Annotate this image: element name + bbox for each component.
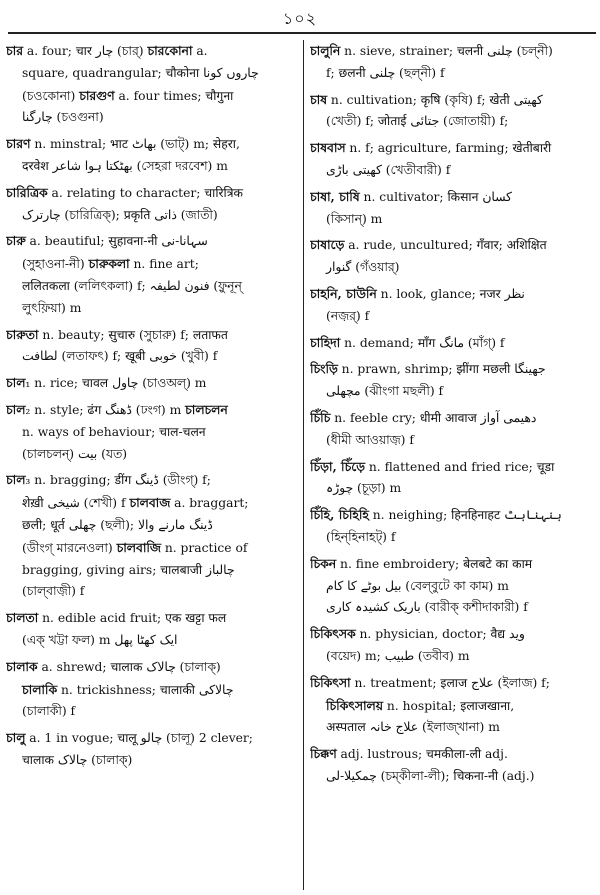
dictionary-entry	[310, 89, 596, 134]
definition-text: (চাল্‌বাজ়ী) f	[22, 584, 85, 599]
entry-line	[6, 372, 298, 395]
definition-text: ₂ n. style; ढंग ڈھنگ (ঢংগ) m	[25, 402, 186, 417]
definition-text: n. neighing; हिनहिनाहट ہنہناہٹ	[368, 508, 562, 523]
entry-line	[310, 478, 596, 500]
definition-text: n. prawn, shrimp; झींगा मछली جھینگا	[337, 362, 546, 377]
headword: চালু	[6, 730, 26, 746]
definition-text: n. cultivation; कृषि (কৃষি) f; खेती کھیتی	[326, 92, 543, 107]
entry-line	[6, 515, 298, 537]
dictionary-entry	[310, 456, 596, 501]
definition-text: (চওকোনা)	[22, 88, 80, 103]
entry-line	[310, 306, 596, 328]
definition-text: مچھلی (ঝীংগা মছলী) f	[326, 384, 444, 399]
right-column	[310, 40, 596, 890]
definition-text: a. beautiful; सुहावना-नी سہانا-نی	[25, 234, 208, 249]
entry-line	[310, 283, 596, 306]
definition-text: n. demand; माँग مانگ (মাঁগ্) f	[340, 335, 505, 350]
definition-text: n. treatment; इलाज علاج (ইলাজ) f;	[350, 675, 550, 690]
entry-line	[310, 381, 596, 403]
headword: চালচলন	[185, 401, 228, 417]
definition-text: (কিসান্) m	[326, 211, 383, 226]
definition-text: n. feeble cry; धीमी आवाज دھیمی آواز	[330, 410, 537, 425]
entry-line	[310, 504, 596, 527]
definition-text: (এক্ খট্টা ফল) m ایک کھٹا پھل	[22, 632, 178, 647]
dictionary-entry	[310, 283, 596, 328]
entry-line	[310, 695, 596, 718]
header-rule	[8, 32, 596, 34]
entry-line	[310, 332, 596, 355]
definition-text: n. beauty; सुचारु (সুচারু) f; लताफत	[38, 327, 228, 342]
definition-text: (চালচলন্) بیت (যত)	[22, 446, 128, 461]
dictionary-entry	[310, 332, 596, 355]
entry-line	[6, 679, 298, 702]
headword: চাষা, চাষি	[310, 188, 360, 204]
headword: চিঁচি	[310, 409, 331, 425]
entry-line	[310, 646, 596, 668]
definition-text: a. four; चार چار (চার্)	[22, 44, 148, 58]
headword: চিক্কণ	[310, 746, 337, 762]
entry-line	[6, 656, 298, 679]
entry-line	[6, 40, 298, 63]
dictionary-entry	[310, 407, 596, 452]
definition-text: n. fine art;	[129, 257, 199, 272]
entry-line	[310, 186, 596, 209]
entry-line	[6, 444, 298, 466]
entry-line	[6, 492, 298, 515]
headword: চাল	[6, 401, 26, 417]
headword: চারকোনা	[147, 43, 193, 58]
definition-text: (বয়েদ) m; طبیب (তবীব) m	[326, 648, 470, 663]
entry-line	[6, 469, 298, 492]
entry-line	[310, 111, 596, 133]
headword: চারগুণ	[79, 87, 115, 103]
entry-line	[310, 209, 596, 231]
definition-text: शेख़ी شیخی (শেখী) f	[22, 496, 130, 511]
entry-line	[6, 560, 298, 582]
entry-line	[310, 160, 596, 182]
entry-line	[310, 234, 596, 257]
entry-line	[310, 576, 596, 598]
entry-line	[310, 597, 596, 619]
headword: চাষবাস	[310, 140, 346, 156]
definition-text: a. four times; चौगुना	[114, 88, 234, 103]
page-number: ১০২	[282, 9, 318, 28]
definition-text: লুৎফ়িয়া) m	[22, 300, 82, 315]
headword: চালবাজি	[116, 539, 161, 555]
entry-line	[310, 407, 596, 430]
entry-line	[6, 107, 298, 129]
dictionary-entry	[6, 656, 298, 723]
headword: চাষ	[310, 91, 327, 107]
headword: চালতা	[6, 610, 39, 626]
entry-line	[6, 298, 298, 320]
definition-text: ललितकला (ললিৎকলা) f; فنون لطیفہ (ফ়ুনূন্	[22, 278, 242, 293]
definition-text: n. physician, doctor; वैद्य وید	[355, 627, 525, 642]
entry-line	[310, 743, 596, 766]
entry-line	[6, 630, 298, 652]
definition-text: چارترک (চারিত্রিক্); प्रकृति ذاتی (জাতী)	[22, 207, 218, 222]
definition-text: (নজ়র্) f	[326, 308, 370, 323]
definition-text: n. look, glance; नजर نظر	[376, 286, 525, 301]
entry-line	[310, 672, 596, 695]
dictionary-entry	[6, 182, 298, 227]
entry-line	[310, 89, 596, 112]
definition-text: a. relating to character; चारित्रिक	[47, 185, 243, 200]
definition-text: (ধীমী আওয়াজ়) f	[326, 432, 414, 447]
dictionary-entry	[6, 40, 298, 129]
entry-line	[6, 85, 298, 108]
definition-text: n. edible acid fruit; एक खट्टा फल	[38, 611, 227, 626]
dictionary-entry	[6, 230, 298, 319]
entry-line	[6, 230, 298, 253]
headword: চারুতা	[6, 326, 39, 342]
dictionary-entry	[310, 186, 596, 231]
headword: চারু	[6, 233, 26, 249]
definition-text: بیل بوٹے کا کام (বেল্‌বুটে কা কাম) m	[326, 578, 509, 593]
headword: চিকিৎসা	[310, 674, 351, 690]
definition-text: a. 1 in vogue; चालू چالو (চালূ) 2 clever;	[25, 731, 253, 746]
entry-line	[310, 717, 596, 739]
entry-line	[6, 156, 298, 178]
dictionary-entry	[310, 137, 596, 182]
entry-line	[6, 607, 298, 630]
dictionary-entry	[6, 727, 298, 772]
headword: চিংড়ি	[310, 361, 338, 377]
definition-text: n. ways of behaviour; चाल-चलन	[22, 424, 206, 439]
definition-text: n. hospital; इलाजखाना,	[382, 698, 515, 713]
definition-text: چوڑہ (চূড়া) m	[326, 481, 402, 496]
headword: চাল	[6, 472, 26, 488]
definition-text: (চালাকী) f	[22, 704, 76, 719]
definition-text: n. sieve, strainer; चलनी چلنی (চল্‌নী)	[340, 44, 553, 58]
definition-text: n. f; agriculture, farming; खेतीबारी	[345, 141, 552, 156]
entry-line	[6, 133, 298, 156]
headword: চারুকলা	[88, 256, 130, 272]
dictionary-entry	[310, 358, 596, 403]
definition-text: a. shrewd; चालाक چالاک (চালাক্)	[37, 659, 221, 674]
definition-text: (ডীংগ্ মারনেওলা)	[22, 540, 117, 555]
definition-text: n. fine embroidery; बेलबटे का काम	[336, 556, 533, 571]
definition-text: گنوار (গঁওয়ার্)	[326, 260, 400, 275]
dictionary-entry	[6, 607, 298, 652]
entry-line	[310, 766, 596, 788]
dictionary-entry	[310, 672, 596, 739]
headword: চাল	[6, 375, 26, 391]
entry-line	[6, 701, 298, 723]
definition-text: a.	[192, 44, 208, 58]
entry-line	[6, 205, 298, 227]
headword: চিঁহি, চিহিহি	[310, 507, 369, 523]
headword: চিঁড়া, চিঁড়ে	[310, 458, 365, 474]
definition-text: square, quadrangular; चौकोना چاروں کونا	[22, 65, 259, 80]
entry-line	[310, 553, 596, 576]
definition-text: n. minstral; भाट بھاٹ (ভাট্) m; सेहरा,	[30, 137, 240, 152]
headword: চাষাড়ে	[310, 237, 345, 253]
entry-line	[6, 537, 298, 560]
definition-text: bragging, giving airs; चालबाजी چالباز	[22, 562, 235, 577]
entry-line	[6, 346, 298, 368]
entry-line	[6, 63, 298, 85]
entry-line	[6, 276, 298, 298]
headword: চিকিৎসক	[310, 626, 356, 642]
headword: চালাকি	[22, 681, 58, 697]
headword: চার	[6, 43, 23, 58]
entry-line	[6, 581, 298, 603]
definition-text: n. practice of	[160, 540, 248, 555]
definition-text: n. trickishness; चालाकी چالاکی	[57, 682, 234, 697]
dictionary-entry	[6, 372, 298, 395]
entry-line	[6, 324, 298, 347]
definition-text: ₁ n. rice; चावल چاول (চাওঅল্) m	[25, 376, 207, 391]
entry-line	[310, 40, 596, 63]
definition-text: ₃ n. bragging; डींग ڈینگ (ডীংগ্) f;	[25, 473, 211, 488]
entry-line	[310, 430, 596, 452]
column-divider	[303, 40, 304, 890]
definition-text: n. cultivator; किसान کسان	[359, 189, 512, 204]
definition-text: छली; धूर्त چھلی (ছলী); ڈینگ مارنے والا	[22, 517, 213, 532]
definition-text: کھیتی باڑی (খেতীবারী) f	[326, 162, 451, 177]
dictionary-entry	[6, 133, 298, 178]
entry-line	[6, 727, 298, 750]
entry-line	[6, 422, 298, 444]
headword: চারণ	[6, 136, 31, 152]
definition-text: adj. lustrous; चमकीला-ली adj.	[336, 747, 508, 762]
dictionary-entry	[310, 504, 596, 549]
headword: চাহনি, চাউনি	[310, 285, 377, 301]
left-column	[6, 40, 298, 890]
definition-text: चालाक چالاک (চালাক্)	[22, 752, 133, 767]
dictionary-entry	[310, 40, 596, 85]
headword: চালুনি	[310, 43, 341, 58]
definition-text: باریک کشیدہ کاری (বারীক্ কশীদাকারী) f	[326, 600, 528, 615]
definition-text: (খেতী) f; जोताई جتائی (জোতায়ী) f;	[326, 114, 509, 129]
dictionary-entry	[6, 469, 298, 603]
definition-text: چارگنا (চওগুনা)	[22, 110, 104, 125]
entry-line	[310, 358, 596, 381]
definition-text: f; छलनी چلنی (ছল্‌নী) f	[326, 65, 445, 80]
entry-line	[310, 527, 596, 549]
headword: চারিত্রিক	[6, 184, 48, 200]
entry-line	[310, 63, 596, 85]
entry-line	[6, 182, 298, 205]
headword: চিকিৎসালয়	[326, 697, 383, 713]
definition-text: لطافت (লতাফৎ) f; खूबी خوبی (খুবী) f	[22, 349, 218, 364]
definition-text: (হিন্‌হিনাহট্) f	[326, 529, 396, 544]
dictionary-entry	[310, 623, 596, 668]
entry-line	[310, 257, 596, 279]
entry-line	[6, 750, 298, 772]
definition-text: a. rude, uncultured; गँवार; अशिक्षित	[344, 238, 547, 253]
definition-text: दरवेश بھٹکتا ہوا شاعر (সেহরা দরবেশ) m	[22, 158, 228, 173]
entry-line	[6, 399, 298, 422]
entry-line	[6, 253, 298, 276]
definition-text: अस्पताल علاج خانہ (ইলাজ্‌খানা) m	[326, 720, 500, 735]
dictionary-entry	[310, 234, 596, 279]
definition-text: n. flattened and fried rice; चूडा	[364, 459, 555, 474]
dictionary-entry	[310, 743, 596, 788]
entry-line	[310, 623, 596, 646]
definition-text: (সুহাওনা-নী)	[22, 257, 89, 272]
dictionary-entry	[310, 553, 596, 619]
headword: চালবাজ	[129, 495, 171, 511]
headword: চাহিদা	[310, 334, 341, 350]
dictionary-entry	[6, 324, 298, 369]
headword: চালাক	[6, 658, 38, 674]
entry-line	[310, 456, 596, 479]
headword: চিকন	[310, 555, 337, 571]
definition-text: a. braggart;	[170, 496, 249, 511]
entry-line	[310, 137, 596, 160]
dictionary-entry	[6, 399, 298, 465]
definition-text: چمکیلا-لی (চম্‌কীলা-লী); चिकना-नी (adj.)	[326, 768, 535, 783]
